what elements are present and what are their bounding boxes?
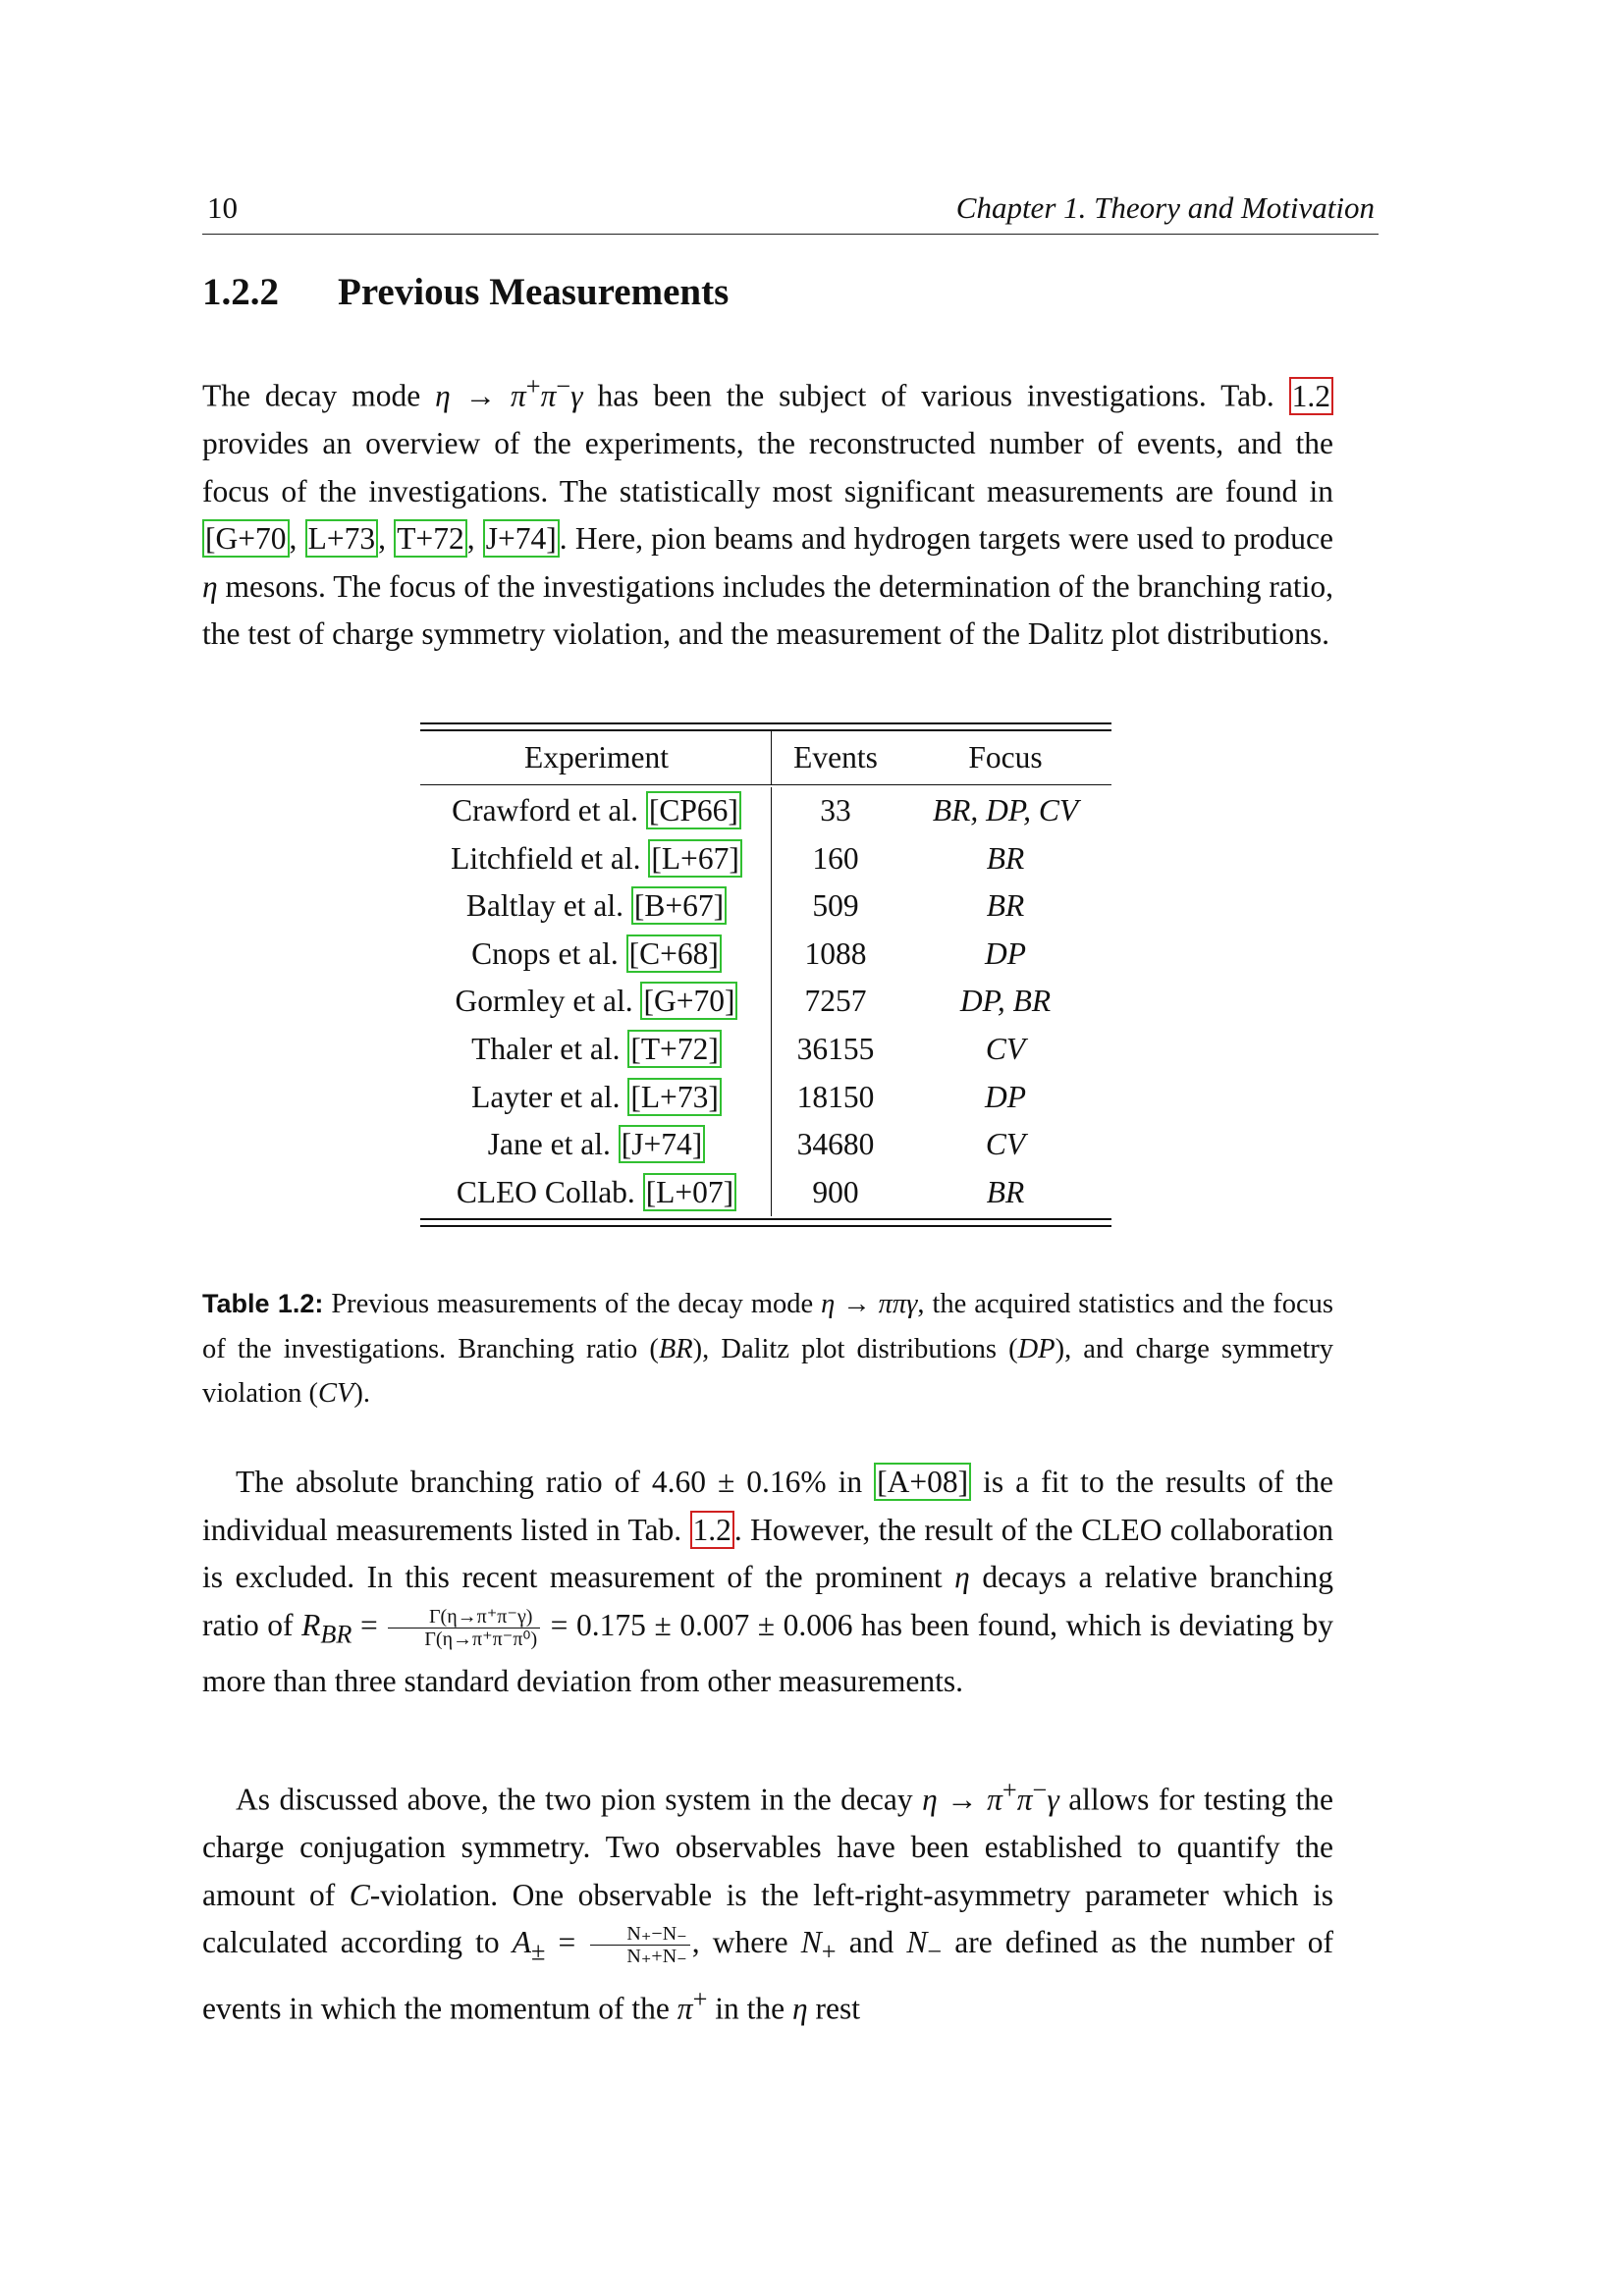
cell-focus: CV <box>985 1031 1026 1066</box>
citation-link[interactable]: [L+67] <box>648 839 742 878</box>
col-header-events: Events <box>793 740 878 774</box>
table-row <box>420 1026 1111 1074</box>
cell-focus: DP <box>985 935 1026 971</box>
cell-focus: BR <box>986 1174 1025 1209</box>
col-header-focus: Focus <box>968 740 1043 774</box>
asymmetry-fraction: $\frac{N_+-N_-}{N_++N_-}$ <box>590 1923 689 1967</box>
citation-link[interactable]: [C+68] <box>626 934 722 973</box>
cell-experiment: Layter et al. [L+73] <box>420 1074 772 1122</box>
table-top-rule <box>420 722 1111 731</box>
cell-events: 36155 <box>796 1031 875 1066</box>
table-body <box>420 785 1111 1218</box>
section-heading <box>202 270 729 314</box>
branching-ratio-paragraph: The absolute branching ratio of 4.60 ± 0.16% in [A+08] is a fit to the results of the individual measurements listed in Tab. 1.2. However, the result of the CLEO collaboration is excluded. In this recent measurement of the prominent η decays a relative branching ratio of $R_{BR}$ = $\frac{\Gamma(\eta\to\pi^+\pi^-\gamma)}{\text{Γ(η→π⁺π⁻π⁰)}}$ = 0.175 ± 0.007 ± 0.006 has been found, which is deviating by more than three standard deviation from other measurements. <box>202 1465 1333 1699</box>
running-header <box>202 187 1379 235</box>
cell-experiment: Litchfield et al. [L+67] <box>420 835 772 883</box>
table-header-row <box>420 731 1111 785</box>
cell-experiment: Gormley et al. [G+70] <box>420 978 772 1026</box>
cell-focus: BR <box>986 888 1025 924</box>
table-row <box>420 882 1111 931</box>
charge-conjugation-paragraph: As discussed above, the two pion system in the decay η → π+π−γ allows for testing the charge conjugation symmetry. Two observables have been established to quantify the amount of C-violation. One observable is the left-right-asymmetry parameter which is calculated according to $A_\pm$ = $\frac{N_+-N_-}{N_++N_-}$ , where $N_+$ and $N_-$ are defined as the number of events in which the momentum of the π+ in the η rest <box>202 1776 1334 2026</box>
table-ref-link[interactable]: 1.2 <box>1289 377 1333 415</box>
cell-experiment: Baltlay et al. [B+67] <box>420 882 772 931</box>
table-row <box>420 1169 1111 1217</box>
cell-events: 1088 <box>804 935 867 971</box>
cell-events: 18150 <box>796 1079 875 1114</box>
citation-link[interactable]: [A+08] <box>874 1463 971 1501</box>
ratio-fraction: $\frac{\Gamma(\eta\to\pi^+\pi^-\gamma)}{\text{Γ(η→π⁺π⁻π⁰)}}$ <box>388 1606 540 1650</box>
table-row <box>420 1074 1111 1122</box>
cell-experiment: Jane et al. [J+74] <box>420 1121 772 1169</box>
cell-experiment: Thaler et al. [T+72] <box>420 1026 772 1074</box>
citation-link[interactable]: J+74] <box>483 519 560 558</box>
cell-events: 509 <box>812 888 859 924</box>
citation-link[interactable]: T+72 <box>394 519 467 558</box>
citation-link[interactable]: [G+70 <box>202 519 290 558</box>
citation-link[interactable]: [T+72] <box>627 1030 722 1068</box>
citation-link[interactable]: [G+70] <box>640 982 737 1020</box>
table-caption: Table 1.2: Previous measurements of the decay mode η → ππγ, the acquired statistics and the focus of the investigations. Branching ratio (BR), Dalitz plot distributions (DP), and charge symmetry violation (CV). <box>202 1289 1334 1409</box>
table-row <box>420 978 1111 1026</box>
citation-link[interactable]: [L+73] <box>627 1078 722 1116</box>
citation-link[interactable]: L+73 <box>305 519 379 558</box>
cell-focus: BR, DP, CV <box>932 793 1079 828</box>
table-row <box>420 931 1111 979</box>
table-ref-link[interactable]: 1.2 <box>690 1511 734 1549</box>
page-number: 10 <box>207 190 238 225</box>
cell-focus: CV <box>985 1127 1026 1162</box>
cell-events: 160 <box>812 840 859 876</box>
cell-experiment: Cnops et al. [C+68] <box>420 931 772 979</box>
citation-link[interactable]: [L+07] <box>643 1173 737 1211</box>
chapter-title: Chapter 1. Theory and Motivation <box>955 190 1375 225</box>
cell-events: 33 <box>820 793 851 828</box>
citation-link[interactable]: [B+67] <box>631 886 727 925</box>
caption-label: Table 1.2: <box>202 1289 324 1318</box>
section-title: Previous Measurements <box>338 271 730 313</box>
table-row <box>420 787 1111 835</box>
cell-events: 34680 <box>796 1127 875 1162</box>
cell-focus: BR <box>986 840 1025 876</box>
citation-link[interactable]: [J+74] <box>619 1125 706 1163</box>
cell-events: 7257 <box>804 984 867 1019</box>
table-row <box>420 835 1111 883</box>
cell-experiment: CLEO Collab. [L+07] <box>420 1169 772 1217</box>
cell-focus: DP, BR <box>959 984 1052 1019</box>
table-bottom-rule <box>420 1218 1111 1227</box>
intro-paragraph: The decay mode η → π+π−γ has been the subject of various investigations. Tab. 1.2 provides an overview of the experiments, the reconstructed number of events, and the focus of the investigations. The statistically most significant measurements are found in [G+70, L+73, T+72, J+74]. Here, pion beams and hydrogen targets were used to produce η mesons. The focus of the investigations includes the determination of the branching ratio, the test of charge symmetry violation, and the measurement of the Dalitz plot distributions. <box>202 372 1333 651</box>
col-header-experiment: Experiment <box>420 731 772 784</box>
cell-experiment: Crawford et al. [CP66] <box>420 787 772 835</box>
citation-link[interactable]: [CP66] <box>646 791 741 829</box>
measurements-table <box>420 722 1111 1227</box>
table-row <box>420 1121 1111 1169</box>
cell-focus: DP <box>985 1079 1026 1114</box>
section-number: 1.2.2 <box>202 271 279 313</box>
cell-events: 900 <box>812 1174 859 1209</box>
